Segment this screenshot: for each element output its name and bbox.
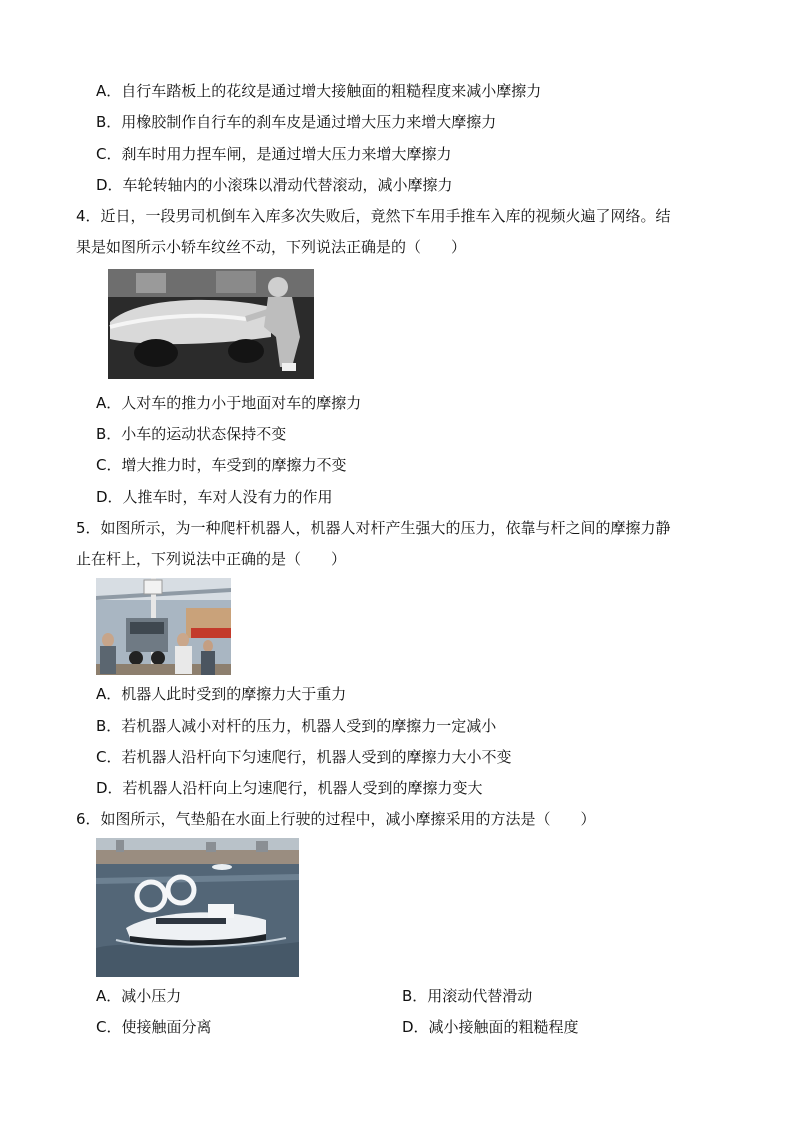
q3-option-a: A．自行车踏板上的花纹是通过增大接触面的粗糙程度来减小摩擦力 (96, 82, 542, 100)
q6-option-b: B．用滚动代替滑动 (402, 987, 533, 1005)
q5-stem-line2: 止在杆上，下列说法中正确的是（ ） (76, 550, 347, 568)
hovercraft-photo (96, 838, 299, 977)
q3-option-c: C．刹车时用力捏车闸，是通过增大压力来增大摩擦力 (96, 145, 452, 163)
q5-option-c: C．若机器人沿杆向下匀速爬行，机器人受到的摩擦力大小不变 (96, 748, 512, 766)
q6-option-c: C．使接触面分离 (96, 1018, 212, 1036)
q4-option-d: D．人推车时，车对人没有力的作用 (96, 488, 333, 506)
q3-option-d: D．车轮转轴内的小滚珠以滑动代替滚动，减小摩擦力 (96, 176, 453, 194)
q4-option-c: C．增大推力时，车受到的摩擦力不变 (96, 456, 347, 474)
q4-option-b: B．小车的运动状态保持不变 (96, 425, 287, 443)
q4-stem-line2: 果是如图所示小轿车纹丝不动，下列说法正确是的（ ） (76, 238, 467, 256)
q6-option-d: D．减小接触面的粗糙程度 (402, 1018, 579, 1036)
q5-option-a: A．机器人此时受到的摩擦力大于重力 (96, 685, 347, 703)
climbing-robot-photo (96, 578, 231, 675)
car-push-photo (96, 267, 316, 382)
q6-stem: 6．如图所示，气垫船在水面上行驶的过程中，减小摩擦采用的方法是（ ） (76, 810, 596, 828)
q3-option-b: B．用橡胶制作自行车的刹车皮是通过增大压力来增大摩擦力 (96, 113, 497, 131)
q6-option-a: A．减小压力 (96, 987, 182, 1005)
q4-option-a: A．人对车的推力小于地面对车的摩擦力 (96, 394, 362, 412)
q5-option-d: D．若机器人沿杆向上匀速爬行，机器人受到的摩擦力变大 (96, 779, 483, 797)
q5-stem-line1: 5．如图所示，为一种爬杆机器人，机器人对杆产生强大的压力，依靠与杆之间的摩擦力静 (76, 519, 671, 537)
q5-option-b: B．若机器人减小对杆的压力，机器人受到的摩擦力一定减小 (96, 717, 497, 735)
q4-stem-line1: 4．近日，一段男司机倒车入库多次失败后，竟然下车用手推车入库的视频火遍了网络。结 (76, 207, 671, 225)
